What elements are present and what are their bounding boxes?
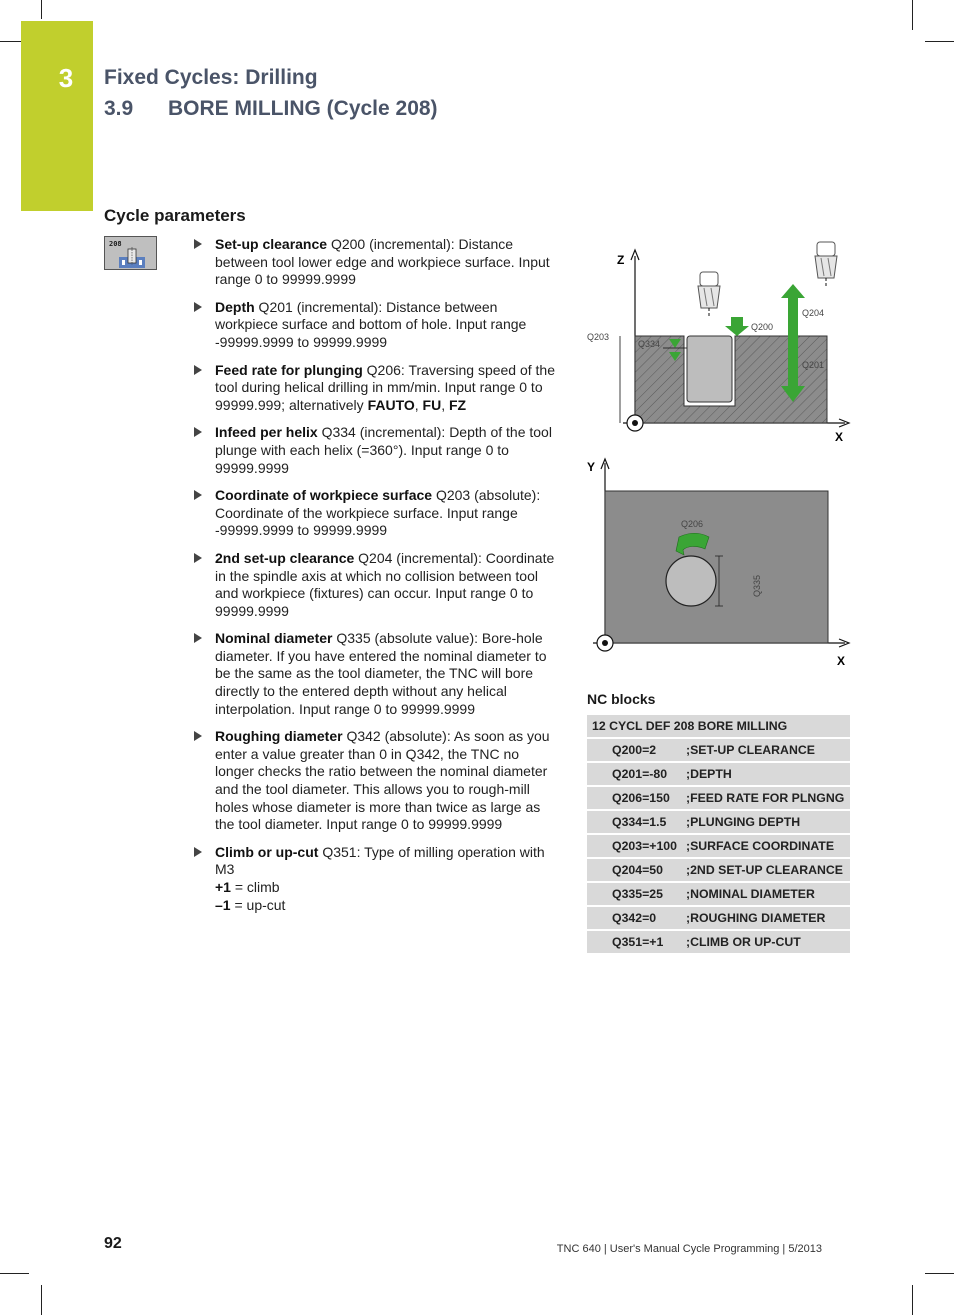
- nc-code: Q206=150: [587, 786, 686, 810]
- q201-label: Q201: [802, 360, 825, 370]
- nc-code: Q203=+100: [587, 834, 686, 858]
- option-fz: FZ: [449, 396, 467, 413]
- softkey-label: 208: [109, 240, 122, 248]
- x-axis-label: X: [837, 654, 846, 668]
- chapter-title: Fixed Cycles: Drilling: [104, 66, 318, 89]
- param-desc: Q204 (incremental): Coordinate in the spindle axis at which no collision between tool and workpiece (fixtures) can occur. Input range 0 to 99999.9999: [215, 549, 555, 619]
- nc-comment: ;SET-UP CLEARANCE: [686, 738, 850, 762]
- y-axis-label: Y: [587, 460, 596, 474]
- side-view-diagram: [583, 236, 853, 448]
- crop-mark: [912, 0, 913, 30]
- section-title-text: BORE MILLING (Cycle 208): [168, 97, 438, 120]
- param-desc: Q200 (incremental): Distance between tool lower edge and workpiece surface. Input range 0 to 99999.9999: [215, 236, 550, 288]
- table-row: [587, 786, 850, 810]
- param-2nd-setup-clearance: [194, 550, 556, 620]
- crop-mark: [0, 1273, 29, 1274]
- table-row: [587, 930, 850, 954]
- cycle-208-softkey: [104, 236, 157, 270]
- param-name: Infeed per helix: [215, 424, 318, 441]
- bullet-arrow-icon: [194, 302, 202, 312]
- param-name: Feed rate for plunging: [215, 361, 363, 378]
- param-name: 2nd set-up clearance: [215, 549, 355, 566]
- param-name: Set-up clearance: [215, 236, 328, 252]
- q206-label: Q206: [681, 519, 704, 529]
- param-depth: [194, 299, 556, 352]
- choice-key: +1: [215, 879, 231, 895]
- parameter-list: [194, 236, 556, 924]
- table-row: [587, 738, 850, 762]
- nc-comment: ;2ND SET-UP CLEARANCE: [686, 858, 850, 882]
- param-infeed-per-helix: [194, 424, 556, 477]
- q204-label: Q204: [802, 308, 825, 318]
- table-row: [587, 882, 850, 906]
- param-desc: Q206: Traversing speed of the tool during helical drilling in mm/min. Input range 0 to 99999.999; alternatively: [215, 361, 556, 413]
- param-desc: Q335 (absolute value): Bore-hole diameter. If you have entered the nominal diameter to be the same as the tool diameter, the TNC will bore directly to the entered depth without any helical interpolation. Input range 0 to 99999.9999: [215, 630, 547, 717]
- table-row: [587, 906, 850, 930]
- chapter-number: 3: [58, 63, 74, 93]
- nc-blocks-table: [587, 715, 850, 955]
- bore-hole: [687, 336, 732, 402]
- table-row: [587, 762, 850, 786]
- crop-mark: [912, 1285, 913, 1315]
- q203-label: Q203: [587, 332, 610, 342]
- nc-comment: ;FEED RATE FOR PLNGNG: [686, 786, 850, 810]
- z-axis-label: Z: [617, 253, 625, 267]
- bullet-arrow-icon: [194, 427, 202, 437]
- cycle-parameters-heading: Cycle parameters: [104, 206, 246, 225]
- section-number: 3.9: [104, 97, 134, 120]
- param-setup-clearance: [194, 236, 556, 289]
- table-row: [587, 810, 850, 834]
- param-desc: Q203 (absolute): Coordinate of the workpiece surface. Input range -99999.9999 to 99999.9999: [215, 487, 541, 539]
- nc-header-cell: 12 CYCL DEF 208 BORE MILLING: [587, 715, 850, 738]
- nc-code: Q204=50: [587, 858, 686, 882]
- bullet-arrow-icon: [194, 633, 202, 643]
- workpiece-top: [605, 491, 828, 643]
- param-desc: Q351: Type of milling operation with M3: [215, 843, 545, 878]
- q200-label: Q200: [751, 322, 774, 332]
- table-row: [587, 858, 850, 882]
- bullet-arrow-icon: [194, 731, 202, 741]
- param-desc: Q342 (absolute): As soon as you enter a value greater than 0 in Q342, the TNC no longer checks the ratio between the nominal diameter and the tool diameter. This allows you to rough-mill holes whose diameter is more than twice as large as the tool diameter. Input range 0 to 99999.9999: [215, 728, 550, 833]
- bullet-arrow-icon: [194, 490, 202, 500]
- nc-code: Q351=+1: [587, 930, 686, 954]
- nc-comment: ;DEPTH: [686, 762, 850, 786]
- x-axis-label: X: [835, 430, 844, 444]
- param-name: Coordinate of workpiece surface: [215, 487, 433, 504]
- crop-mark: [0, 41, 21, 42]
- param-desc: Q201 (incremental): Distance between workpiece surface and bottom of hole. Input range -99999.9999 to 99999.9999: [215, 298, 527, 350]
- param-desc: Q334 (incremental): Depth of the tool plunge with each helix (=360°). Input range 0 to 99999.9999: [215, 424, 552, 476]
- crop-mark: [41, 1285, 42, 1315]
- param-climb-or-up-cut: [194, 844, 556, 914]
- param-name: Climb or up-cut: [215, 843, 319, 860]
- nc-comment: ;ROUGHING DIAMETER: [686, 906, 850, 930]
- bore-hole-top: [666, 556, 716, 606]
- option-fauto: FAUTO: [367, 396, 415, 413]
- param-roughing-diameter: [194, 728, 556, 834]
- bullet-arrow-icon: [194, 847, 202, 857]
- param-feed-rate-plunging: Feed rate for plunging Q206: Traversing speed of the tool during helical drilling in mm/min. Input range 0 to 99999.999; alternatively FAUTO, FU, FZ: [194, 362, 556, 415]
- q200-arrow: [725, 317, 749, 336]
- bullet-arrow-icon: [194, 553, 202, 563]
- choice-text: = up-cut: [230, 896, 286, 913]
- table-row: [587, 834, 850, 858]
- option-fu: FU: [422, 396, 442, 413]
- nc-code: Q335=25: [587, 882, 686, 906]
- bore-milling-softkey-icon: [119, 247, 145, 268]
- tool-icon: [698, 272, 720, 316]
- footer-reference: TNC 640 | User's Manual Cycle Programming | 5/2013: [556, 1243, 822, 1255]
- top-view-diagram: [583, 455, 853, 670]
- nc-comment: ;SURFACE COORDINATE: [686, 834, 850, 858]
- param-workpiece-surface: [194, 487, 556, 540]
- choice-text: = climb: [230, 879, 280, 895]
- nc-blocks-heading: NC blocks: [587, 691, 656, 707]
- param-name: Roughing diameter: [215, 728, 343, 745]
- chapter-tab: [21, 21, 93, 211]
- nc-code: Q200=2: [587, 738, 686, 762]
- bullet-arrow-icon: [194, 239, 202, 249]
- nc-comment: ;CLIMB OR UP-CUT: [686, 930, 850, 954]
- nc-comment: ;NOMINAL DIAMETER: [686, 882, 850, 906]
- param-name: Nominal diameter: [215, 630, 333, 647]
- param-nominal-diameter: [194, 630, 556, 718]
- nc-code: Q201=-80: [587, 762, 686, 786]
- section-title: [104, 97, 438, 121]
- crop-mark: [925, 41, 954, 42]
- nc-comment: ;PLUNGING DEPTH: [686, 810, 850, 834]
- q334-label: Q334: [638, 339, 661, 349]
- param-name: Depth: [215, 298, 255, 315]
- nc-code: Q342=0: [587, 906, 686, 930]
- q335-label: Q335: [752, 574, 762, 597]
- nc-code: Q334=1.5: [587, 810, 686, 834]
- table-row: [587, 715, 850, 738]
- tool-icon: [815, 242, 837, 286]
- choice-key: –1: [215, 896, 231, 913]
- crop-mark: [925, 1273, 954, 1274]
- bullet-arrow-icon: [194, 365, 202, 375]
- page-number: 92: [104, 1235, 122, 1252]
- crop-mark: [41, 0, 42, 19]
